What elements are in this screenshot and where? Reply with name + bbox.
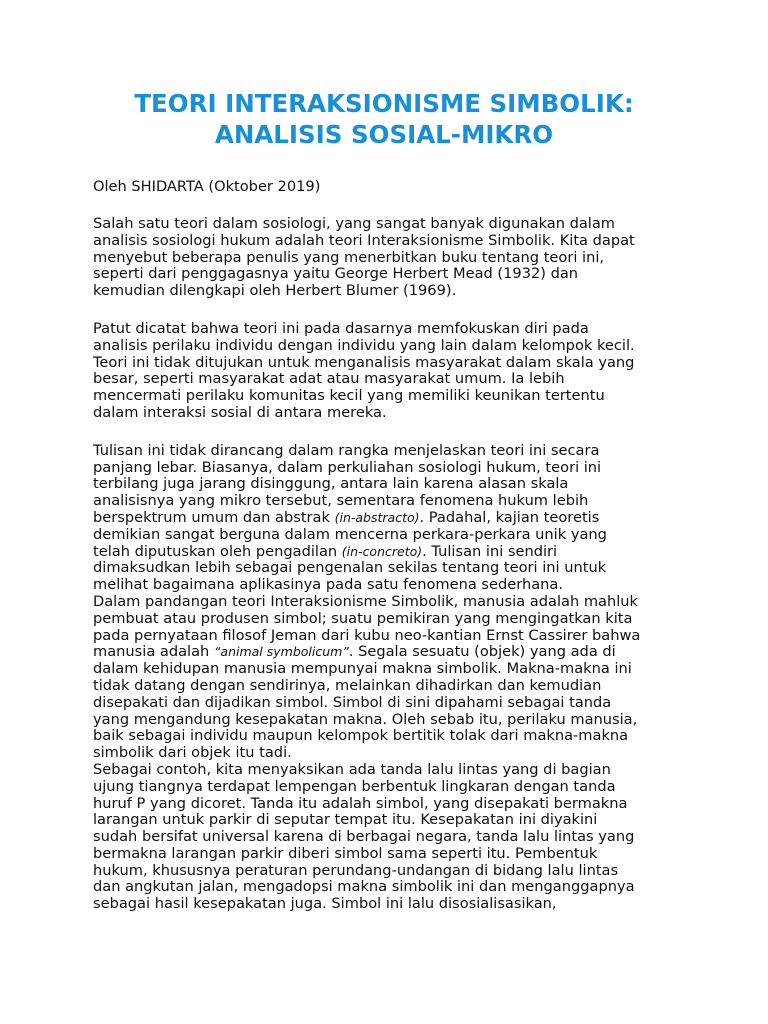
text-line: disepakati dan dijadikan simbol. Simbol di sini dipahami sebagai tanda [93,693,612,711]
text-line: Sebagai contoh, kita menyaksikan ada tanda lalu lintas yang di bagian [93,760,611,778]
text-line: dalam kehidupan manusia mempunyai makna simbolik. Makna-makna ini [93,660,632,678]
text-line: Dalam pandangan teori Interaksionisme Simbolik, manusia adalah mahluk [93,592,638,610]
document-title [0,88,768,150]
text-line: menyebut beberapa penulis yang menerbitkan buku tentang teori ini, [93,248,605,266]
italic-term: “animal symbolicum” [213,644,349,660]
text-line: melihat bagaimana aplikasinya pada satu fenomena sederhana. [93,576,564,594]
text-line: analisis sosiologi hukum adalah teori Interaksionisme Simbolik. Kita dapat [93,231,635,249]
document-body [93,178,753,913]
text-line: mencermati perilaku komunitas kecil yang memiliki keunikan tertentu [93,387,605,405]
text-line: hukum, khususnya peraturan perundang-undangan di bidang lalu lintas [93,861,619,879]
text-line: bermakna larangan parkir diberi simbol sama seperti itu. Pembentuk [93,844,598,862]
paragraph [93,443,753,913]
text-line: pada pernyataan filosof Jeman dari kubu neo-kantian Ernst Cassirer bahwa [93,626,641,644]
text-line: Patut dicatat bahwa teori ini pada dasarnya memfokuskan diri pada [93,319,589,337]
text-line: larangan untuk parkir di seputar tempat itu. Kesepakatan ini diyakini [93,811,598,829]
text-line: analisis perilaku individu dengan individu yang lain dalam kelompok kecil. [93,336,635,354]
text-line: dalam interaksi sosial di antara mereka. [93,403,387,421]
paragraph [93,216,753,300]
italic-term: (in-concreto) [341,543,423,559]
author-byline: Oleh SHIDARTA (Oktober 2019) [93,178,321,195]
text-line [93,510,753,527]
text-line: baik sebagai individu maupun kelompok bertitik tolak dari makna-makna [93,727,629,745]
text-line [93,644,753,661]
text-run: . Tulisan ini sendiri [422,542,558,560]
text-line: huruf P yang dicoret. Tanda itu adalah simbol, yang disepakati bermakna [93,794,628,812]
text-line: dimaksudkan lebih sebagai pengenalan sekilas tentang teori ini untuk [93,559,607,577]
text-line: sudah bersifat universal karena di berbagai negara, tanda lalu lintas yang [93,828,635,846]
text-line: kemudian dilengkapi oleh Herbert Blumer (1969). [93,282,457,300]
text-run: . Padahal, kajian teoretis [419,508,600,526]
text-line: pembuat atau produsen simbol; suatu pemikiran yang mengingatkan kita [93,609,633,627]
text-line: dan angkutan jalan, mengadopsi makna simbolik ini dan menganggapnya [93,878,635,896]
text-line: yang mengandung kesepakatan makna. Oleh sebab itu, perilaku manusia, [93,710,638,728]
text-line: sebagai hasil kesepakatan juga. Simbol ini lalu disosialisasikan, [93,895,557,913]
text-line: Teori ini tidak ditujukan untuk menganalisis masyarakat dalam skala yang [93,353,635,371]
text-run: berspektrum umum dan abstrak [93,508,335,526]
text-line [93,544,753,561]
paragraph [93,321,753,422]
text-line: ujung tiangnya terdapat lempengan berbentuk lingkaran dengan tanda [93,777,616,795]
text-line: Tulisan ini tidak dirancang dalam rangka menjelaskan teori ini secara [93,441,600,459]
title-line: ANALISIS SOSIAL-MIKRO [214,120,554,149]
text-line: Salah satu teori dalam sosiologi, yang sangat banyak digunakan dalam [93,215,616,232]
text-run: . Segala sesuatu (objek) yang ada di [348,643,616,661]
text-line: besar, seperti masyarakat adat atau masyarakat umum. Ia lebih [93,370,565,388]
text-run: telah diputuskan oleh pengadilan [93,542,342,560]
text-line: seperti dari penggagasnya yaitu George Herbert Mead (1932) dan [93,265,579,283]
text-line: panjang lebar. Biasanya, dalam perkuliahan sosiologi hukum, teori ini [93,458,602,476]
text-line: simbolik dari objek itu tadi. [93,744,292,762]
text-line: tidak datang dengan sendirinya, melainkan dihadirkan dan kemudian [93,676,602,694]
italic-term: (in-abstracto) [334,509,420,525]
text-line: terbilang juga jarang disinggung, antara lain karena alasan skala [93,475,569,493]
text-run: manusia adalah [93,643,214,661]
title-line: TEORI INTERAKSIONISME SIMBOLIK: [134,89,634,118]
text-line: demikian sangat berguna dalam mencerna perkara-perkara unik yang [93,525,607,543]
text-line: analisisnya yang mikro tersebut, sementara fenomena hukum lebih [93,492,589,510]
